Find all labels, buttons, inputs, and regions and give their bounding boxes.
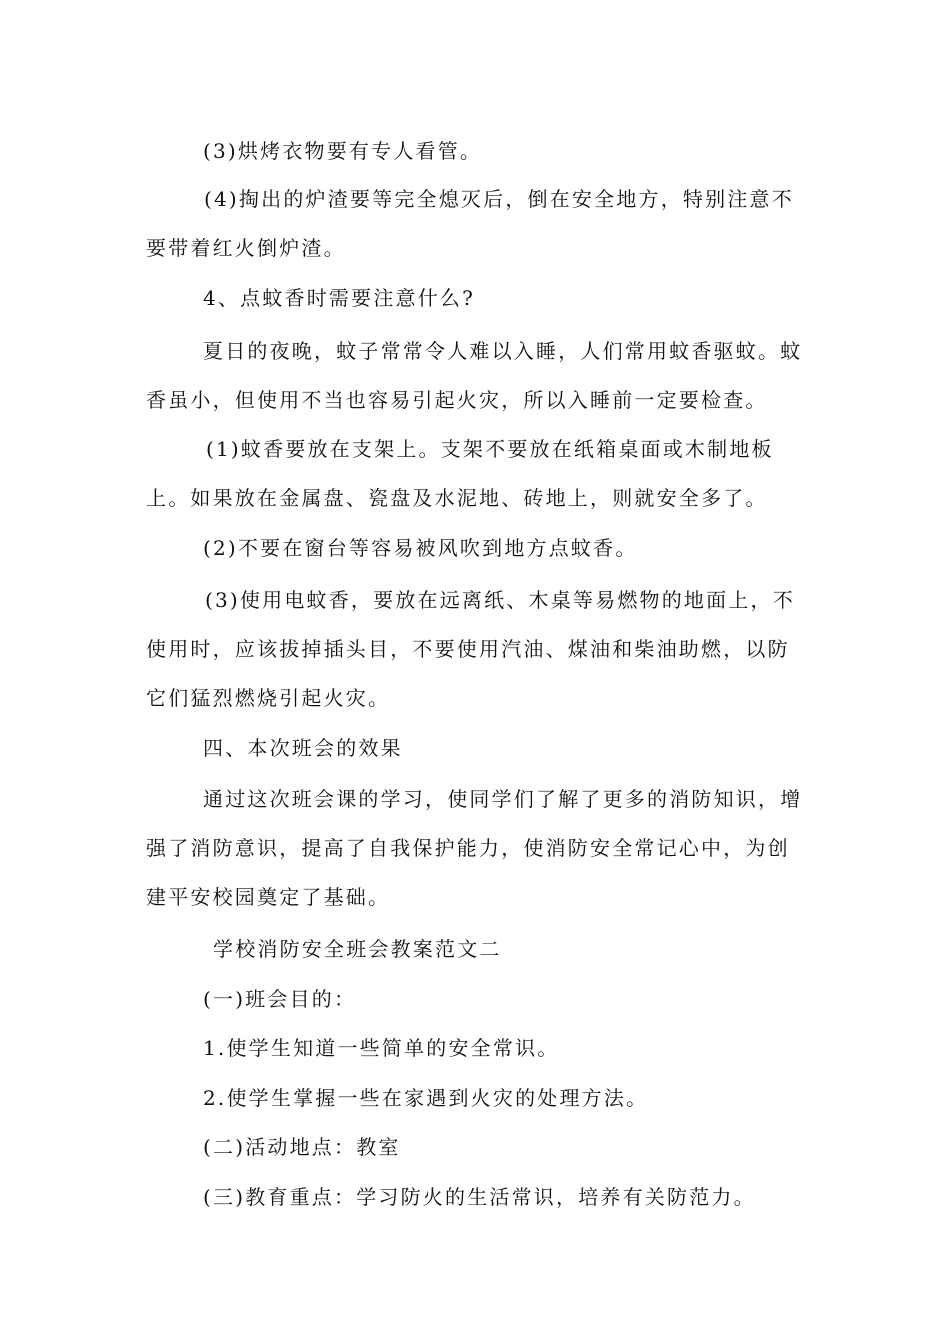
paragraph-summer-night [146, 327, 802, 425]
paragraph-baking-clothes [203, 127, 482, 176]
paragraph-meeting-result [146, 775, 802, 922]
item-purpose-one [203, 1024, 559, 1073]
text-line: 它们猛烈燃烧引起火灾。 [146, 686, 391, 710]
text-line: (三)教育重点：学习防火的生活常识，培养有关防范力。 [203, 1185, 756, 1209]
paragraph-coil-stand [146, 425, 774, 523]
section-title-sample-two [213, 925, 502, 974]
text-line: (4)掏出的炉渣要等完全熄灭后，倒在安全地方，特别注意不 [204, 187, 794, 211]
text-line: (3)使用电蚊香，要放在远离纸、木桌等易燃物的地面上，不 [205, 588, 795, 612]
text-line: 香虽小，但使用不当也容易引起火灾，所以入睡前一定要检查。 [146, 388, 768, 412]
paragraph-windowsill [203, 524, 638, 573]
text-line: 上。如果放在金属盘、瓷盘及水泥地、砖地上，则就安全多了。 [146, 486, 768, 510]
item-activity-location [203, 1123, 401, 1172]
text-line: (3)烘烤衣物要有专人看管。 [203, 139, 483, 163]
text-line: 强了消防意识，提高了自我保护能力，使消防安全常记心中，为创 [146, 836, 790, 860]
heading-meeting-effect [203, 724, 403, 773]
text-line: (二)活动地点：教室 [203, 1135, 401, 1159]
text-line: 使用时，应该拔掉插头目，不要使用汽油、煤油和柴油助燃，以防 [146, 637, 790, 661]
item-meeting-purpose [203, 975, 356, 1024]
paragraph-electric-coil [146, 576, 795, 723]
text-line: (1)蚊香要放在支架上。支架不要放在纸箱桌面或木制地板 [206, 437, 774, 461]
text-line: 4、点蚊香时需要注意什么? [203, 286, 476, 310]
text-line: 1.使学生知道一些简单的安全常识。 [203, 1036, 560, 1060]
item-purpose-two [203, 1074, 648, 1123]
item-education-focus [203, 1173, 756, 1222]
heading-mosquito-coil [203, 274, 475, 323]
text-line: (一)班会目的： [203, 987, 357, 1011]
text-line: (2)不要在窗台等容易被风吹到地方点蚊香。 [203, 536, 638, 560]
text-line: 四、本次班会的效果 [203, 736, 403, 760]
text-line: 夏日的夜晚，蚊子常常令人难以入睡，人们常用蚊香驱蚊。蚊 [203, 339, 803, 363]
paragraph-stove-ash [146, 175, 794, 273]
text-line: 建平安校园奠定了基础。 [146, 885, 391, 909]
text-line: 要带着红火倒炉渣。 [146, 236, 346, 260]
text-line: 学校消防安全班会教案范文二 [213, 937, 502, 961]
text-line: 2.使学生掌握一些在家遇到火灾的处理方法。 [203, 1086, 649, 1110]
text-line: 通过这次班会课的学习，使同学们了解了更多的消防知识，增 [203, 787, 803, 811]
